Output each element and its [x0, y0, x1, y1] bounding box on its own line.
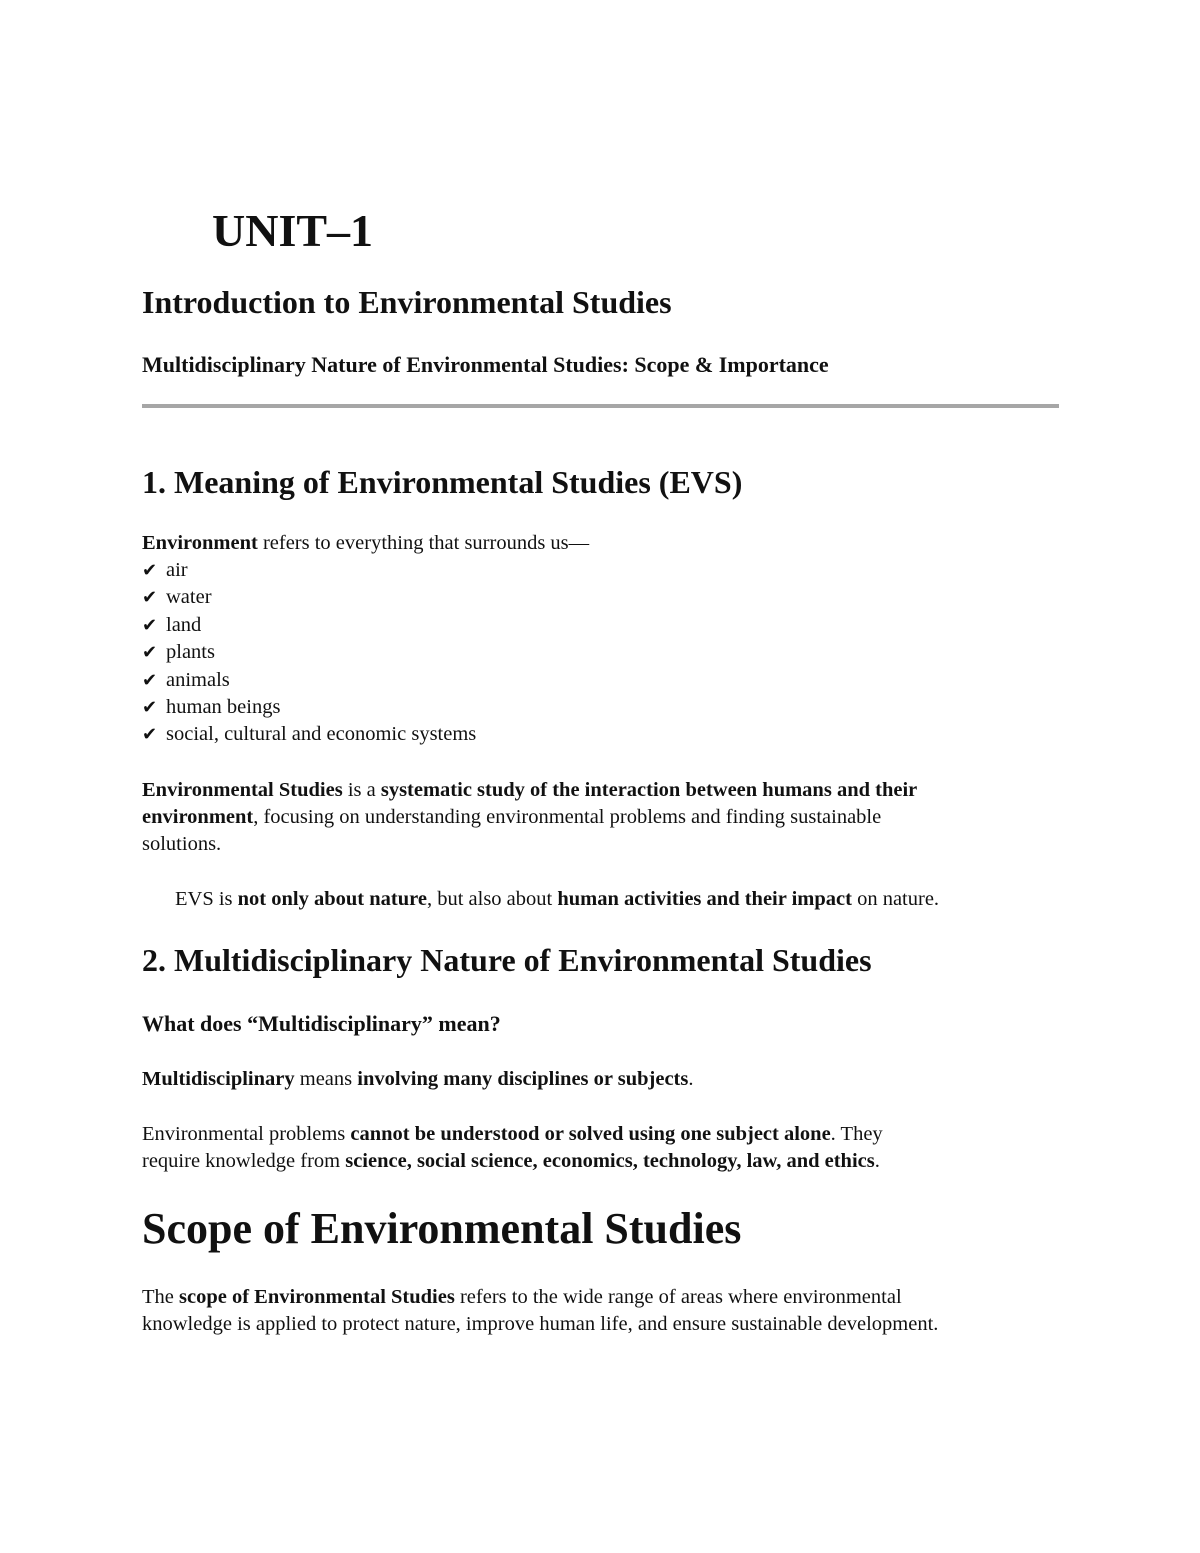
list-item: ✔ human beings: [142, 694, 476, 721]
section-heading-scope: Scope of Environmental Studies: [142, 1204, 742, 1253]
check-icon: ✔: [142, 614, 158, 636]
list-item: ✔ animals: [142, 667, 476, 694]
intro-text: refers to everything that surrounds us—: [257, 532, 590, 554]
section-heading-multidisciplinary: 2. Multidisciplinary Nature of Environmental Studies: [142, 942, 872, 978]
document-subtitle: Multidisciplinary Nature of Environmental Studies: Scope & Importance: [142, 352, 829, 377]
environment-intro: [142, 530, 589, 557]
environmental-problems-text: Environmental problems cannot be understood or solved using one subject alone. They require knowledge from science, social science, economics, technology, law, and ethics.: [142, 1123, 883, 1173]
check-icon: ✔: [142, 587, 158, 609]
list-item: ✔ social, cultural and economic systems: [142, 721, 476, 748]
list-item: ✔ plants: [142, 639, 476, 666]
evs-definition: Environmental Studies is a systematic study of the interaction between humans and their environment, focusing on understanding environmental problems and finding sustainable solutions.: [142, 779, 918, 856]
check-icon: ✔: [142, 642, 158, 664]
term-environment: Environment: [142, 532, 258, 554]
check-icon: ✔: [142, 697, 158, 719]
section-heading-meaning: 1. Meaning of Environmental Studies (EVS): [142, 464, 743, 500]
question-heading: What does “Multidisciplinary” mean?: [142, 1011, 501, 1036]
document-title: Introduction to Environmental Studies: [142, 284, 672, 320]
evs-note: EVS is not only about nature, but also about human activities and their impact on nature.: [175, 888, 940, 910]
list-item: ✔ land: [142, 612, 476, 639]
check-icon: ✔: [142, 669, 158, 691]
check-icon: ✔: [142, 724, 158, 746]
check-icon: ✔: [142, 560, 158, 581]
list-item: ✔ water: [142, 584, 476, 611]
scope-definition: The scope of Environmental Studies refers to the wide range of areas where environmental knowledge is applied to protect nature, improve human life, and ensure sustainable development.: [142, 1286, 939, 1336]
environment-components-list: [142, 557, 476, 749]
unit-title: UNIT–1: [212, 205, 374, 256]
horizontal-divider: [142, 404, 1059, 408]
list-item: ✔ air: [142, 557, 476, 584]
multidisciplinary-meaning: Multidisciplinary means involving many disciplines or subjects.: [142, 1068, 694, 1090]
